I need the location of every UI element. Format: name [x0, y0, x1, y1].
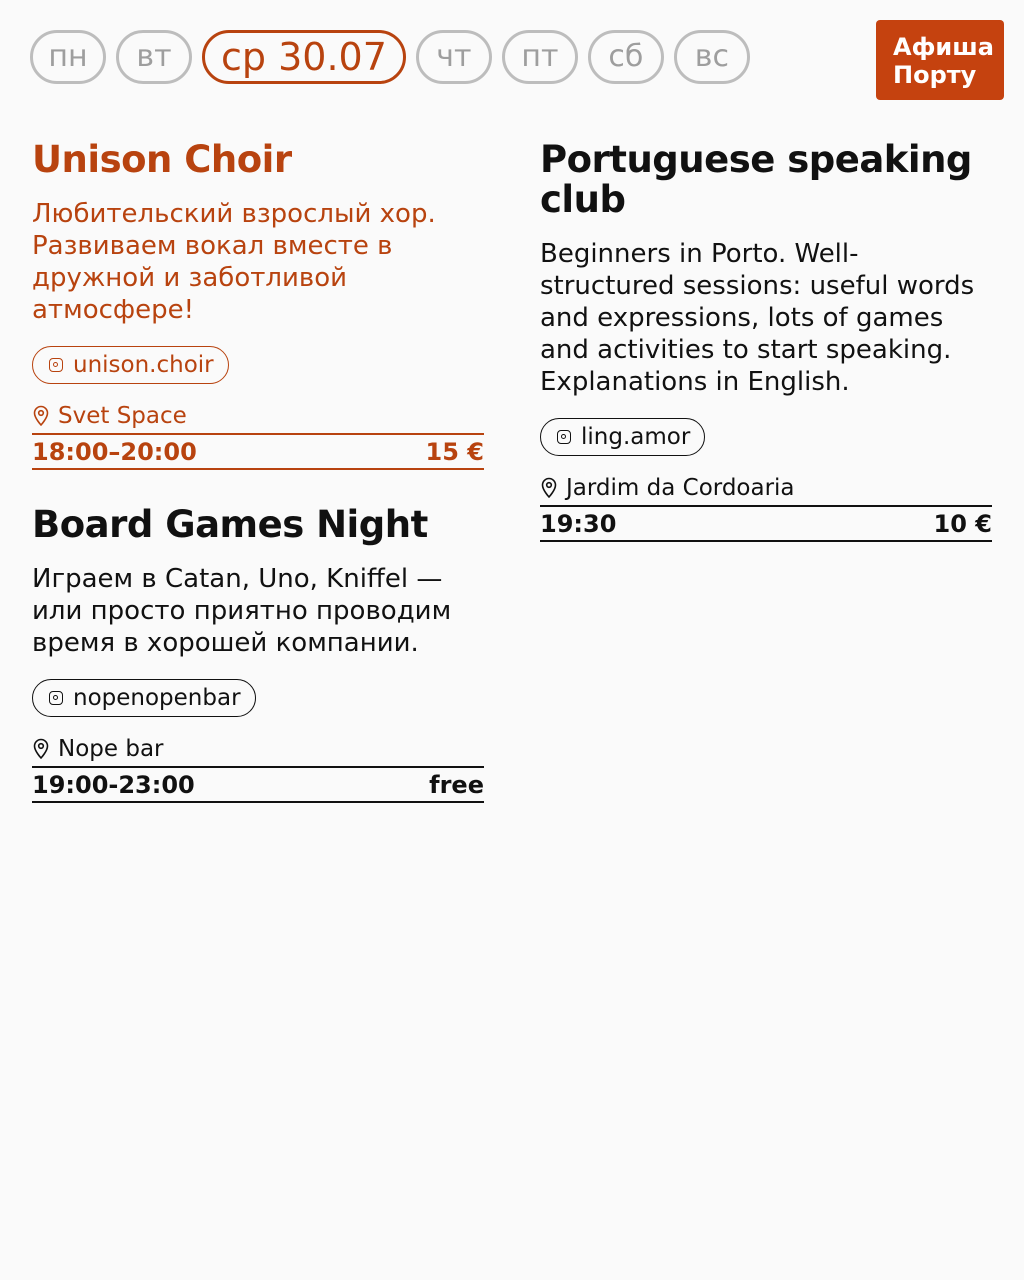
instagram-icon	[49, 358, 63, 372]
event-price: 10 €	[933, 509, 992, 538]
event-price: free	[429, 770, 484, 799]
day-selector	[30, 30, 750, 84]
day-tab-tue[interactable]: вт	[116, 30, 192, 84]
event-description: Любительский взрослый хор. Развиваем вокал вместе в дружной и заботливой атмосфере!	[32, 199, 436, 325]
brand-line-1: Афиша	[893, 33, 994, 61]
instagram-link[interactable]	[32, 679, 256, 717]
instagram-icon	[49, 691, 63, 705]
event-time: 19:00-23:00	[32, 770, 195, 799]
day-tab-thu[interactable]: чт	[416, 30, 492, 84]
instagram-handle: ling.amor	[581, 424, 691, 450]
location-name: Nope bar	[58, 736, 164, 762]
event-meta	[540, 505, 992, 542]
event-card	[32, 140, 484, 470]
location-pin-icon	[32, 405, 50, 427]
location-pin-icon	[32, 738, 50, 760]
day-tab-sun[interactable]: вс	[674, 30, 750, 84]
brand-line-2: Порту	[893, 61, 977, 89]
event-time: 18:00–20:00	[32, 437, 197, 466]
event-time: 19:30	[540, 509, 617, 538]
event-location	[32, 402, 484, 430]
instagram-handle: unison.choir	[73, 352, 214, 378]
instagram-link[interactable]	[540, 418, 705, 456]
event-price: 15 €	[425, 437, 484, 466]
brand-logo[interactable]	[876, 20, 1004, 100]
day-tab-fri[interactable]: пт	[502, 30, 578, 84]
location-name: Svet Space	[58, 403, 187, 429]
event-meta	[32, 766, 484, 803]
event-card	[32, 505, 484, 803]
event-location	[540, 474, 992, 502]
instagram-link[interactable]	[32, 346, 229, 384]
event-description: Играем в Catan, Uno, Kniffel — или просто приятно проводим время в хорошей компании.	[32, 564, 452, 658]
day-tab-mon[interactable]: пн	[30, 30, 106, 84]
event-card	[540, 140, 992, 542]
event-meta	[32, 433, 484, 470]
event-description: Beginners in Porto. Well-structured sessions: useful words and expressions, lots of games and activities to start speaking. Explanations in English.	[540, 239, 975, 397]
location-name: Jardim da Cordoaria	[566, 475, 795, 501]
day-tab-wed-selected[interactable]: ср 30.07	[202, 30, 406, 84]
event-title: Unison Choir	[32, 138, 292, 181]
instagram-icon	[557, 430, 571, 444]
day-tab-sat[interactable]: сб	[588, 30, 664, 84]
location-pin-icon	[540, 477, 558, 499]
event-title: Portuguese speaking club	[540, 138, 972, 221]
instagram-handle: nopenopenbar	[73, 685, 241, 711]
event-title: Board Games Night	[32, 503, 428, 546]
event-location	[32, 735, 484, 763]
